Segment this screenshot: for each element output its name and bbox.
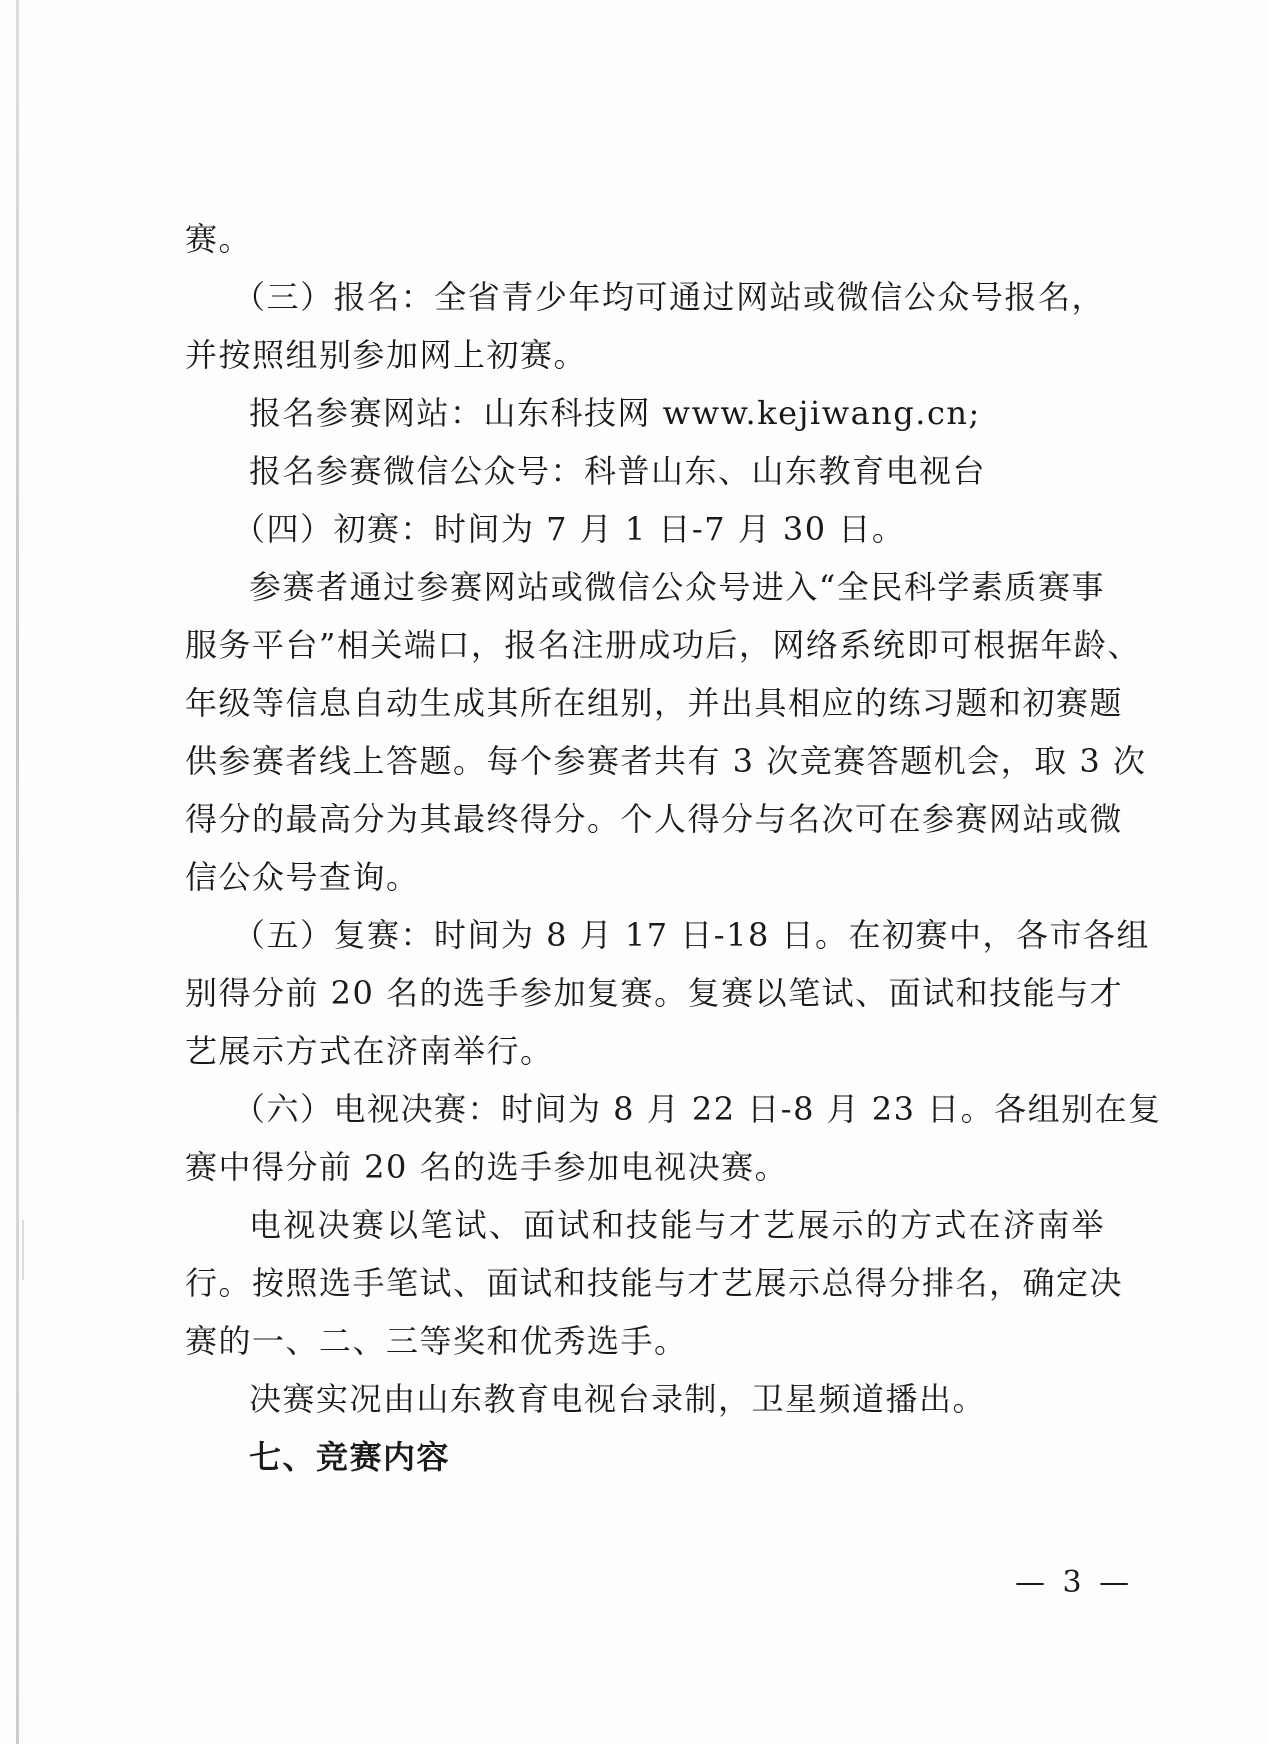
paragraph-line: 赛。 [185, 220, 253, 258]
page-number: — 3 — [1015, 1565, 1134, 1600]
document-body [185, 210, 1162, 1486]
paragraph-line: 供参赛者线上答题。每个参赛者共有 3 次竞赛答题机会，取 3 次 [185, 742, 1147, 780]
paragraph-line: 并按照组别参加网上初赛。 [185, 336, 588, 374]
paragraph-line: 别得分前 20 名的选手参加复赛。复赛以笔试、面试和技能与才 [185, 974, 1124, 1012]
section-heading-7: 七、竞赛内容 [249, 1438, 451, 1476]
paragraph-line: 电视决赛以笔试、面试和技能与才艺展示的方式在济南举 [249, 1206, 1105, 1244]
paragraph-line: 得分的最高分为其最终得分。个人得分与名次可在参赛网站或微 [185, 800, 1124, 838]
scan-edge-mark [22, 1220, 24, 1280]
registration-wechat: 报名参赛微信公众号：科普山东、山东教育电视台 [249, 452, 987, 490]
paragraph-line: 服务平台”相关端口，报名注册成功后，网络系统即可根据年龄、 [185, 626, 1141, 664]
section-5-semifinal: （五）复赛：时间为 8 月 17 日-18 日。在初赛中，各市各组 [233, 916, 1150, 954]
paragraph-line: 行。按照选手笔试、面试和技能与才艺展示总得分排名，确定决 [185, 1264, 1124, 1302]
section-3-registration: （三）报名：全省青少年均可通过网站或微信公众号报名， [233, 278, 1105, 316]
paragraph-line: 艺展示方式在济南举行。 [185, 1032, 554, 1070]
paragraph-line: 赛中得分前 20 名的选手参加电视决赛。 [185, 1148, 789, 1186]
registration-website: 报名参赛网站：山东科技网 www.kejiwang.cn; [249, 394, 981, 432]
paragraph-line: 参赛者通过参赛网站或微信公众号进入“全民科学素质赛事 [249, 568, 1105, 606]
section-6-tv-final: （六）电视决赛：时间为 8 月 22 日-8 月 23 日。各组别在复 [233, 1090, 1162, 1128]
paragraph-line: 年级等信息自动生成其所在组别，并出具相应的练习题和初赛题 [185, 684, 1124, 722]
scan-edge-shadow [16, 0, 19, 1744]
section-4-preliminary: （四）初赛：时间为 7 月 1 日-7 月 30 日。 [233, 510, 906, 548]
paragraph-line: 赛的一、二、三等奖和优秀选手。 [185, 1322, 688, 1360]
paragraph-line: 决赛实况由山东教育电视台录制，卫星频道播出。 [249, 1380, 987, 1418]
paragraph-line: 信公众号查询。 [185, 858, 420, 896]
